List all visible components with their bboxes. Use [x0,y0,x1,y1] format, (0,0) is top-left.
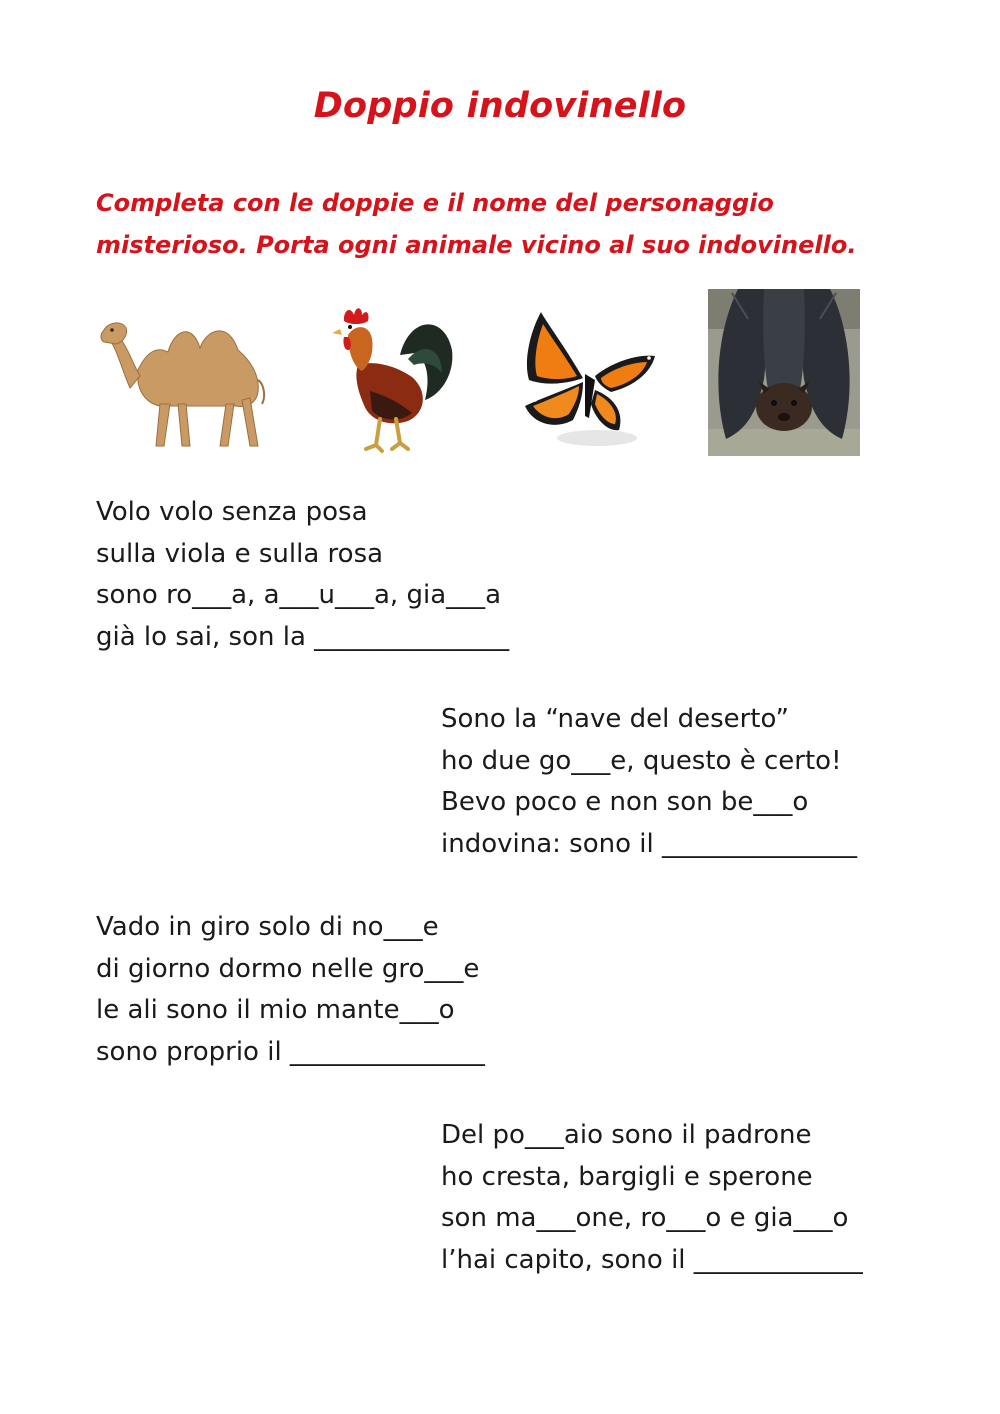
camel-image[interactable] [100,300,270,450]
riddle-line: Bevo poco e non son be___o [441,787,809,818]
riddle-bat [96,907,485,1073]
riddle-line: sulla viola e sulla rosa [96,538,384,569]
bat-image[interactable] [708,289,860,456]
riddle-rooster [441,1115,863,1281]
butterfly-image[interactable] [515,300,660,455]
instructions [96,182,916,266]
riddle-camel [441,699,857,865]
riddle-line: ho cresta, bargigli e sperone [441,1161,813,1192]
riddle-line: indovina: sono il _______________ [441,828,857,859]
riddle-line: di giorno dormo nelle gro___e [96,953,480,984]
rooster-image[interactable] [330,295,455,455]
riddle-line: l’hai capito, sono il _____________ [441,1244,863,1275]
riddle-line: le ali sono il mio mante___o [96,995,455,1026]
instructions-line: Completa con le doppie e il nome del personaggio [96,189,774,217]
riddle-line: sono proprio il _______________ [96,1036,485,1067]
riddle-line: Del po___aio sono il padrone [441,1120,812,1150]
page-title: Doppio indovinello [313,86,687,126]
riddle-line: son ma___one, ro___o e gia___o [441,1203,849,1234]
riddle-line: ho due go___e, questo è certo! [441,745,842,776]
riddle-line: sono ro___a, a___u___a, gia___a [96,580,502,611]
riddle-line: Sono la “nave del deserto” [441,704,789,734]
riddle-line: Volo volo senza posa [96,497,368,527]
riddle-line: Vado in giro solo di no___e [96,912,439,942]
instructions-line: misterioso. Porta ogni animale vicino al suo indovinello. [96,231,857,259]
riddle-butterfly [96,492,509,658]
riddle-line: già lo sai, son la _______________ [96,621,510,652]
